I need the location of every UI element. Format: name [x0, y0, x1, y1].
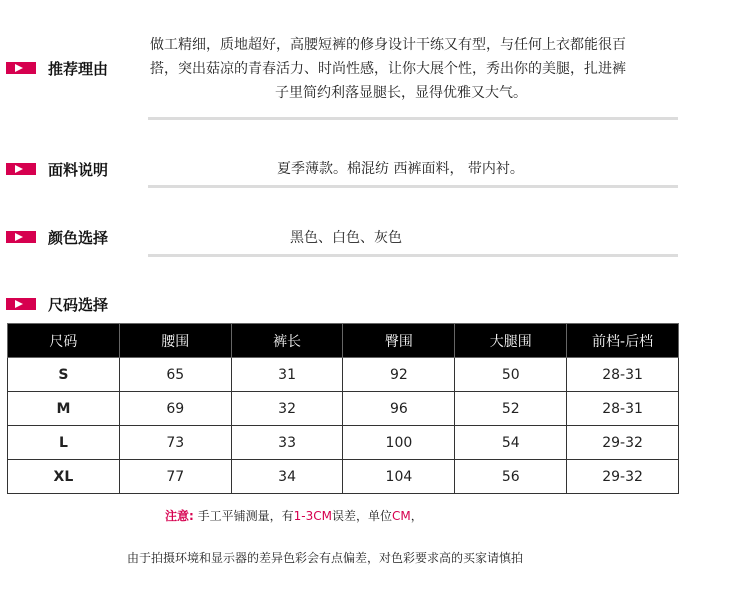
reason-line: 子里简约利落显腿长，显得优雅又大气。 [275, 85, 527, 101]
note-range: 1-3CM [293, 509, 332, 523]
table-header-row [8, 324, 679, 358]
section-label-fabric [6, 158, 108, 180]
color-text: 黑色、白色、灰色 [290, 230, 402, 246]
column-header: 腰围 [119, 324, 231, 358]
section-label-color [6, 226, 108, 248]
section-label-reason [6, 57, 108, 79]
column-header: 大腿围 [455, 324, 567, 358]
section-label-text: 面料说明 [48, 160, 109, 179]
size-table [7, 323, 679, 494]
section-label-size [6, 293, 108, 315]
section-label-text: 推荐理由 [48, 59, 109, 78]
table-cell: 32 [231, 392, 343, 426]
table-row [8, 460, 679, 494]
table-cell: 56 [455, 460, 567, 494]
size-cell: XL [8, 460, 120, 494]
table-cell: 96 [343, 392, 455, 426]
table-cell: 33 [231, 426, 343, 460]
column-header: 裤长 [231, 324, 343, 358]
size-cell: L [8, 426, 120, 460]
arrow-marker-icon [6, 163, 36, 175]
table-row [8, 358, 679, 392]
section-label-text: 颜色选择 [48, 228, 109, 247]
reason-text [150, 33, 680, 105]
table-cell: 77 [119, 460, 231, 494]
note-text: 手工平铺测量，有 [197, 509, 294, 523]
table-cell: 65 [119, 358, 231, 392]
note-label: 注意: [165, 509, 194, 523]
fabric-text: 夏季薄款。棉混纺 西裤面料， 带内衬。 [277, 161, 524, 177]
divider [148, 254, 678, 257]
note-text: 误差，单位 [332, 509, 393, 523]
size-cell: S [8, 358, 120, 392]
table-cell: 100 [343, 426, 455, 460]
reason-line: 做工精细，质地超好，高腰短裤的修身设计干练又有型，与任何上衣都能很百 [150, 37, 626, 53]
table-cell: 29-32 [567, 460, 679, 494]
table-cell: 28-31 [567, 358, 679, 392]
table-cell: 50 [455, 358, 567, 392]
section-label-text: 尺码选择 [48, 295, 109, 314]
reason-line: 搭，突出菇凉的青春活力、时尚性感，让你大展个性，秀出你的美腿，扎进裤 [150, 61, 626, 77]
table-cell: 29-32 [567, 426, 679, 460]
column-header: 前档-后档 [567, 324, 679, 358]
table-cell: 54 [455, 426, 567, 460]
color-disclaimer: 由于拍摄环境和显示器的差异色彩会有点偏差，对色彩要求高的买家请慎拍 [127, 551, 524, 565]
table-cell: 104 [343, 460, 455, 494]
column-header: 尺码 [8, 324, 120, 358]
measurement-note [165, 507, 423, 524]
arrow-marker-icon [6, 298, 36, 310]
note-unit: CM [392, 509, 411, 523]
table-cell: 69 [119, 392, 231, 426]
arrow-marker-icon [6, 62, 36, 74]
table-row [8, 426, 679, 460]
table-cell: 73 [119, 426, 231, 460]
divider [148, 185, 678, 188]
table-row [8, 392, 679, 426]
table-cell: 52 [455, 392, 567, 426]
table-cell: 92 [343, 358, 455, 392]
arrow-marker-icon [6, 231, 36, 243]
note-text: ， [410, 509, 423, 523]
divider [148, 117, 678, 120]
table-cell: 28-31 [567, 392, 679, 426]
column-header: 臀围 [343, 324, 455, 358]
table-cell: 31 [231, 358, 343, 392]
table-cell: 34 [231, 460, 343, 494]
size-cell: M [8, 392, 120, 426]
